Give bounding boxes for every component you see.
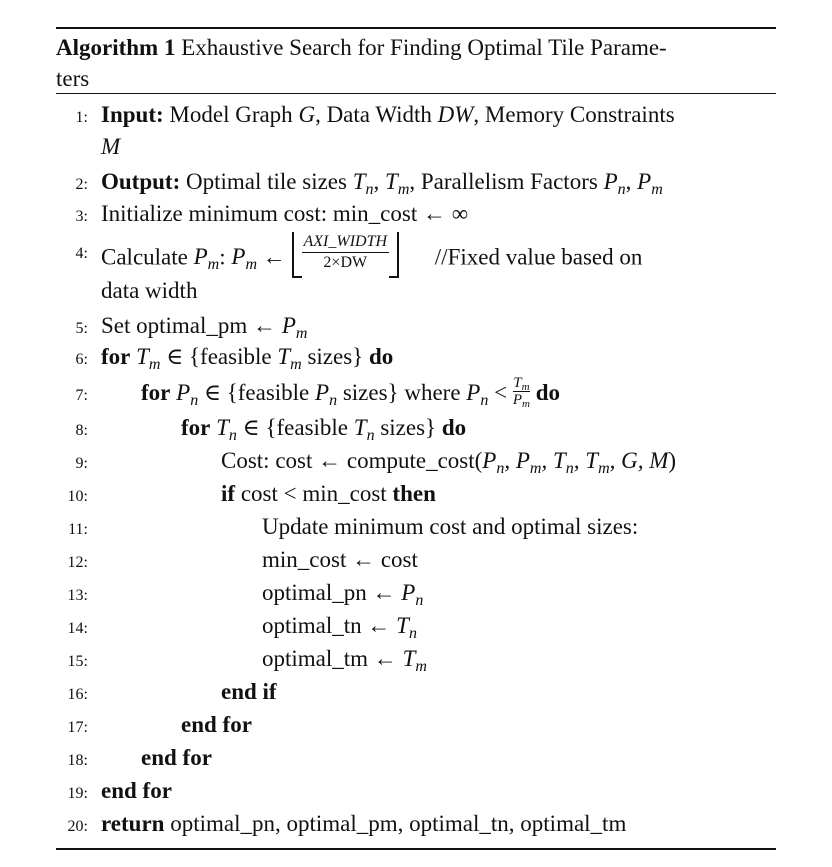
algorithm-label: Algorithm 1 bbox=[56, 35, 176, 60]
math-Tm: $T_m$ bbox=[136, 344, 161, 373]
fraction-numerator: AXI_WIDTH bbox=[303, 233, 388, 250]
line-text bbox=[101, 809, 626, 839]
comment-text: //Fixed value based on bbox=[434, 244, 643, 270]
top-rule bbox=[56, 27, 776, 29]
assign-text: optimal_tm ← bbox=[262, 646, 397, 671]
line-number: 16: bbox=[67, 686, 88, 703]
cost-text: ) bbox=[668, 448, 677, 473]
algorithm-caption bbox=[56, 32, 776, 94]
math-Pn: $P_n$ bbox=[401, 580, 424, 609]
line-number: 7: bbox=[75, 387, 88, 404]
loop-text: ∈ {feasible bbox=[203, 380, 310, 405]
line-number: 8: bbox=[75, 422, 88, 439]
line-number: 18: bbox=[67, 752, 88, 769]
line-number: 2: bbox=[75, 176, 88, 193]
loop-text: sizes} bbox=[307, 344, 364, 369]
math-Tn: $T_n$ bbox=[353, 415, 375, 444]
math-Pm: $P_m$ bbox=[193, 244, 220, 274]
line-text bbox=[101, 342, 393, 372]
keyword-end-for: end for bbox=[101, 778, 172, 803]
line-text bbox=[101, 132, 120, 162]
cost-text: Cost: cost ← compute_cost( bbox=[221, 448, 483, 473]
keyword-input: Input: bbox=[101, 102, 164, 127]
output-text: Optimal tile sizes bbox=[186, 169, 347, 194]
calc-text: Calculate bbox=[101, 244, 188, 270]
keyword-do: do bbox=[368, 344, 394, 369]
keyword-end-for: end for bbox=[141, 745, 212, 770]
condition-text: cost < min_cost bbox=[240, 481, 387, 506]
line-text bbox=[221, 446, 676, 476]
line-number: 19: bbox=[67, 785, 88, 802]
math-Pn: $P_n$ bbox=[603, 169, 626, 198]
input-text: , Data Width bbox=[315, 102, 432, 127]
math-Tn: $T_n$ bbox=[352, 169, 374, 198]
keyword-for: for bbox=[141, 380, 171, 405]
keyword-if: if bbox=[221, 481, 236, 506]
line-text: Calculate $P_m$: $P_m$ ← $\frac{\text{AXI\_WIDTH}}{2\times DW}$ //Fixed value based on bbox=[101, 236, 642, 282]
math-Pm: $P_m$ bbox=[281, 313, 308, 342]
keyword-do: do bbox=[441, 415, 467, 440]
keyword-for: for bbox=[101, 344, 131, 369]
line-text bbox=[221, 479, 436, 509]
input-text: , Memory Constraints bbox=[473, 102, 675, 127]
line-text: Update minimum cost and optimal sizes: bbox=[262, 514, 639, 539]
output-text: Parallelism Factors bbox=[420, 169, 598, 194]
line-number: 17: bbox=[67, 719, 88, 736]
return-text: optimal_pn, optimal_pm, optimal_tn, optimal_tm bbox=[170, 811, 627, 836]
keyword-end-for: end for bbox=[181, 712, 252, 737]
line-text bbox=[101, 311, 307, 341]
line-text bbox=[262, 578, 423, 608]
line-text: Output: Optimal tile sizes $T_n$, $T_m$, Parallelism Factors $P_n$, $P_m$ bbox=[101, 169, 663, 198]
math-Tm: $T_m$ bbox=[277, 344, 302, 373]
line-number: 15: bbox=[67, 653, 88, 670]
fraction-numerator: $T_m$ bbox=[513, 375, 530, 394]
keyword-then: then bbox=[392, 481, 436, 506]
math-DW: DW bbox=[437, 102, 474, 127]
line-number: 6: bbox=[75, 351, 88, 368]
line-text bbox=[181, 413, 466, 443]
loop-text: ∈ {feasible bbox=[242, 415, 349, 440]
keyword-end-if: end if bbox=[221, 679, 277, 704]
line-number: 12: bbox=[67, 554, 88, 571]
line-number: 4: bbox=[75, 245, 88, 262]
loop-text: ∈ {feasible bbox=[166, 344, 272, 369]
line-text bbox=[101, 100, 675, 130]
line-number: 5: bbox=[75, 320, 88, 337]
input-text: Model Graph bbox=[169, 102, 293, 127]
fraction bbox=[302, 232, 390, 273]
keyword-return: return bbox=[101, 811, 165, 836]
math-Tm: $T_m$ bbox=[385, 169, 410, 198]
fraction-denominator: 2×DW bbox=[302, 252, 390, 273]
loop-text: sizes} bbox=[380, 415, 437, 440]
math-M: M bbox=[101, 134, 121, 159]
line-text bbox=[262, 611, 417, 641]
line-text: Initialize minimum cost: min_cost ← ∞ bbox=[101, 201, 469, 226]
assign-text: optimal_pn ← bbox=[262, 580, 396, 605]
math-Tn: $T_n$ bbox=[216, 415, 237, 444]
bottom-rule bbox=[56, 848, 776, 850]
math-args: $P_n$, $P_m$, $T_n$, $T_m$, G, M bbox=[482, 448, 669, 477]
math-Pn: $P_n$ bbox=[176, 380, 199, 409]
line-number: 20: bbox=[67, 818, 88, 835]
line-text: min_cost ← cost bbox=[262, 547, 418, 572]
math-Pm: $P_m$ bbox=[231, 244, 257, 274]
math-Tn: $T_n$ bbox=[396, 613, 417, 642]
keyword-do: do bbox=[535, 380, 560, 405]
floor-bracket bbox=[292, 232, 400, 278]
line-number: 14: bbox=[67, 620, 88, 637]
line-number: 10: bbox=[67, 488, 88, 505]
line-number: 1: bbox=[75, 109, 88, 126]
fraction bbox=[512, 375, 530, 411]
set-text: Set optimal_pm ← bbox=[101, 313, 277, 338]
line-text: for $P_n$ ∈ {feasible $P_n$ sizes} where $P_n$ < $\frac{T_m}{P_m}$ do bbox=[141, 375, 560, 411]
line-number: 9: bbox=[75, 455, 88, 472]
keyword-for: for bbox=[181, 415, 211, 440]
algorithm-title: Exhaustive Search for Finding Optimal Tile Parame- bbox=[181, 35, 667, 60]
caption-rule bbox=[56, 93, 776, 94]
assign-text: optimal_tn ← bbox=[262, 613, 391, 638]
math-Tm: $T_m$ bbox=[402, 646, 427, 675]
keyword-output: Output: bbox=[101, 169, 181, 194]
line-number: 11: bbox=[68, 521, 88, 538]
loop-text: sizes} where bbox=[342, 380, 461, 405]
line-number: 3: bbox=[75, 208, 88, 225]
math-Pn: $P_n$ bbox=[466, 380, 489, 409]
fraction-denominator: $P_m$ bbox=[512, 392, 530, 411]
line-number: 13: bbox=[67, 587, 88, 604]
math-Pn: $P_n$ bbox=[315, 380, 338, 409]
math-Pm: $P_m$ bbox=[637, 169, 663, 198]
line-text bbox=[262, 644, 427, 674]
algorithm-title-cont: ters bbox=[56, 66, 90, 91]
line-text: data width bbox=[101, 278, 198, 303]
math-G: G bbox=[298, 102, 316, 127]
